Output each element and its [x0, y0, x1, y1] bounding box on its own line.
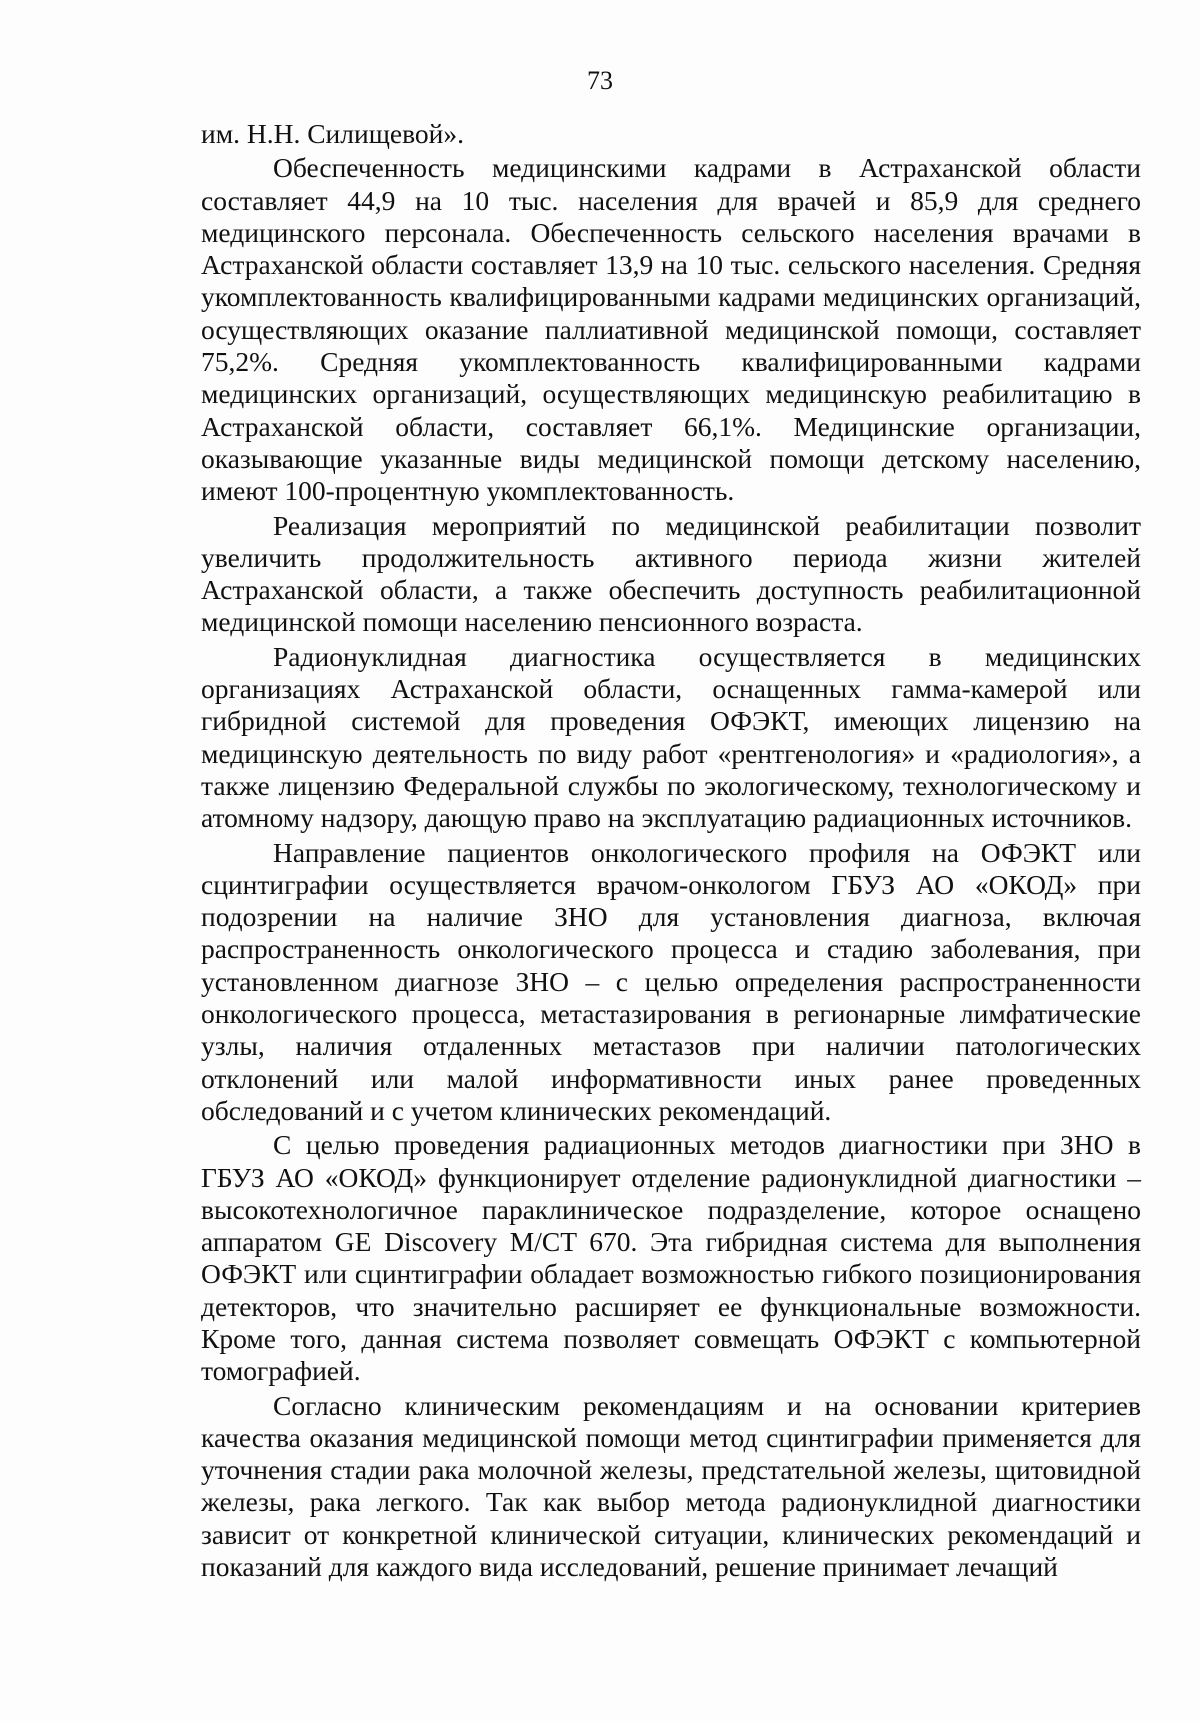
- paragraph-radionuclide-diagnostics: Радионуклидная диагностика осуществляется в медицинских организациях Астраханской области, оснащенных гамма-камерой или гибридной системой для проведения ОФЭКТ, имеющих лицензию на медицинскую деятельность по виду работ «рентгенология» и «радиология», а также лицензию Федеральной службы по экологическому, технологическому и атомному надзору, дающую право на эксплуатацию радиационных источников.: [201, 640, 1141, 834]
- page-number: 73: [587, 66, 613, 95]
- paragraph-referral: Направление пациентов онкологического профиля на ОФЭКТ или сцинтиграфии осуществляется врачом-онкологом ГБУЗ АО «ОКОД» при подозрении на наличие ЗНО для установления диагноза, включая распространенность онкологического процесса и стадию заболевания, при установленном диагнозе ЗНО – с целью определения распространенности онкологического процесса, метастазирования в регионарные лимфатические узлы, наличия отдаленных метастазов при наличии патологических отклонений или малой информативности иных ранее проведенных обследований и с учетом клинических рекомендаций.: [201, 836, 1141, 1126]
- paragraph-department: С целью проведения радиационных методов диагностики при ЗНО в ГБУЗ АО «ОКОД» функционирует отделение радионуклидной диагностики – высокотехнологичное параклиническое подразделение, которое оснащено аппаратом GE Discovery M/CT 670. Эта гибридная система для выполнения ОФЭКТ или сцинтиграфии обладает возможностью гибкого позиционирования детекторов, что значительно расширяет ее функциональные возможности. Кроме того, данная система позволяет совмещать ОФЭКТ с компьютерной томографией.: [201, 1129, 1141, 1387]
- paragraph-continued: им. Н.Н. Силищевой».: [201, 118, 464, 149]
- paragraph-scintigraphy: Согласно клиническим рекомендациям и на основании критериев качества оказания медицинской помощи метод сцинтиграфии применяется для уточнения стадии рака молочной железы, предстательной железы, щитовидной железы, рака легкого. Так как выбор метода радионуклидной диагностики зависит от конкретной клинической ситуации, клинических рекомендаций и показаний для каждого вида исследований, решение принимает лечащий: [201, 1389, 1141, 1583]
- body-text: [201, 118, 1141, 1585]
- paragraph-rehabilitation: Реализация мероприятий по медицинской реабилитации позволит увеличить продолжительность активного периода жизни жителей Астраханской области, а также обеспечить доступность реабилитационной медицинской помощи населению пенсионного возраста.: [201, 509, 1141, 638]
- paragraph-staffing: Обеспеченность медицинскими кадрами в Астраханской области составляет 44,9 на 10 тыс. населения для врачей и 85,9 для среднего медицинского персонала. Обеспеченность сельского населения врачами в Астраханской области составляет 13,9 на 10 тыс. сельского населения. Средняя укомплектованность квалифицированными кадрами медицинских организаций, осуществляющих оказание паллиативной медицинской помощи, составляет 75,2%. Средняя укомплектованность квалифицированными кадрами медицинских организаций, осуществляющих медицинскую реабилитацию в Астраханской области, составляет 66,1%. Медицинские организации, оказывающие указанные виды медицинской помощи детскому населению, имеют 100-процентную укомплектованность.: [201, 152, 1141, 507]
